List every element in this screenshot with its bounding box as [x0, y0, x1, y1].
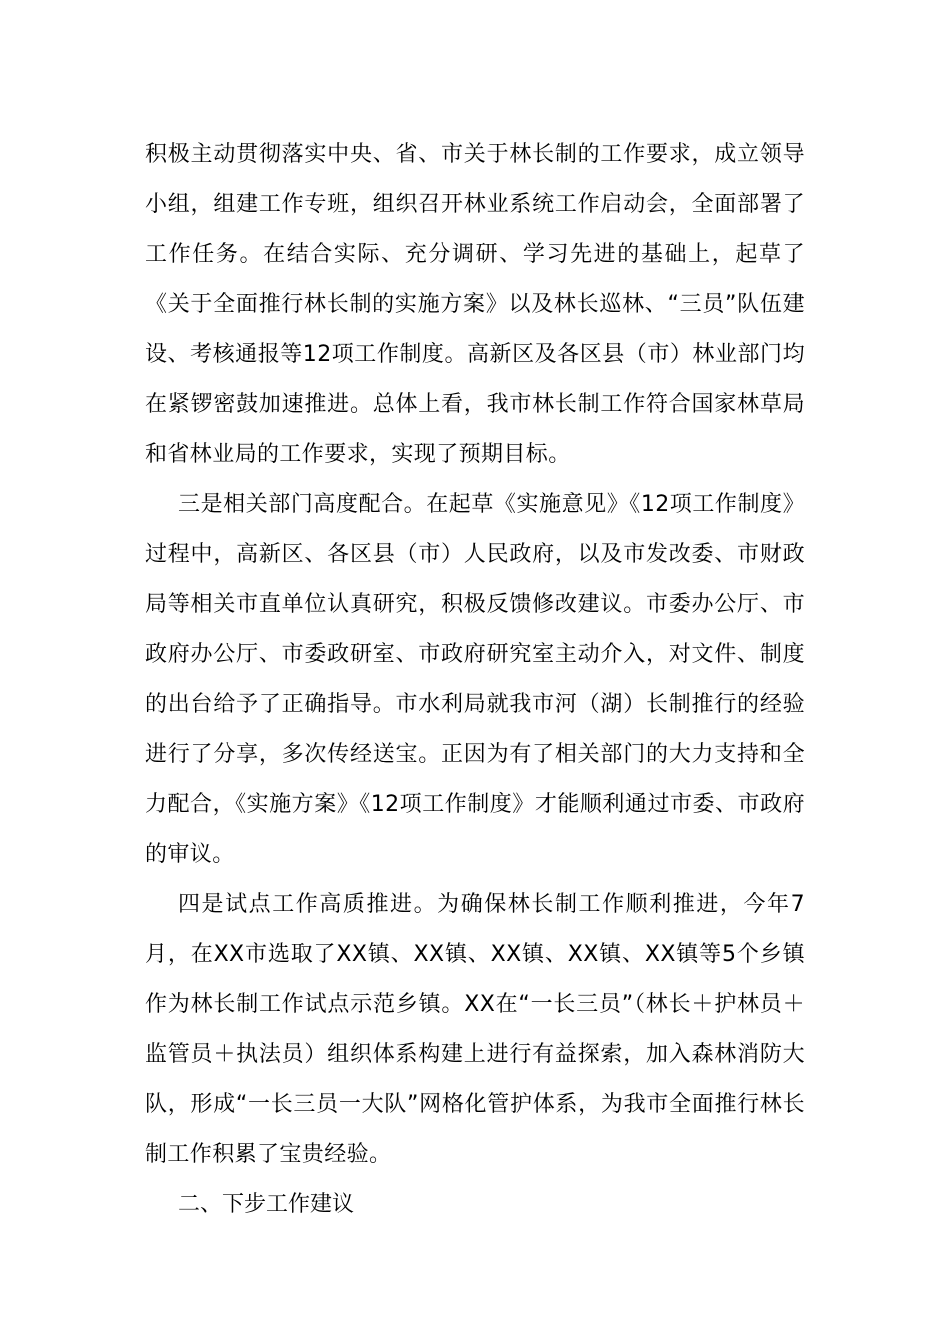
- paragraph-department-cooperation: 三是相关部门高度配合。在起草《实施意见》《12项工作制度》过程中，高新区、各区县（市）人民政府，以及市发改委、市财政局等相关市直单位认真研究，积极反馈修改建议。市委办公厅、市政府办公厅、市委政研室、市政府研究室主动介入，对文件、制度的出台给予了正确指导。市水利局就我市河（湖）长制推行的经验进行了分享，多次传经送宝。正因为有了相关部门的大力支持和全力配合，《实施方案》《12项工作制度》才能顺利通过市委、市政府的审议。: [145, 492, 805, 867]
- paragraph-pilot-work: 四是试点工作高质推进。为确保林长制工作顺利推进，今年7月，在XX市选取了XX镇、XX镇、XX镇、XX镇、XX镇等5个乡镇作为林长制工作试点示范乡镇。XX在“一长三员”（林长＋护林员＋监管员＋执法员）组织体系构建上进行有益探索，加入森林消防大队，形成“一长三员一大队”网格化管护体系，为我市全面推行林长制工作积累了宝贵经验。: [145, 892, 805, 1167]
- document-body: [145, 130, 805, 1230]
- section-heading-next-steps: 二、下步工作建议: [178, 1192, 355, 1217]
- paragraph-leadership: 积极主动贯彻落实中央、省、市关于林长制的工作要求，成立领导小组，组建工作专班，组织召开林业系统工作启动会，全面部署了工作任务。在结合实际、充分调研、学习先进的基础上，起草了《关于全面推行林长制的实施方案》以及林长巡林、“三员”队伍建设、考核通报等12项工作制度。高新区及各区县（市）林业部门均在紧锣密鼓加速推进。总体上看，我市林长制工作符合国家林草局和省林业局的工作要求，实现了预期目标。: [145, 142, 805, 467]
